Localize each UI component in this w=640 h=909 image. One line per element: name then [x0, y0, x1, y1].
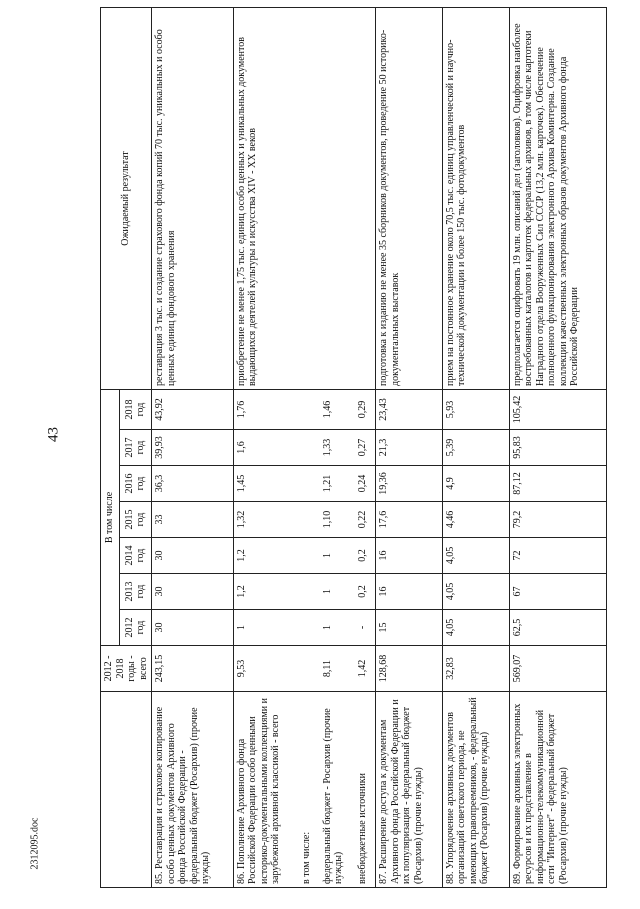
row-year-value: 17,6 [376, 502, 443, 538]
header-in-that-number: В том числе [101, 390, 120, 646]
row-year-value: 5,39 [442, 430, 509, 466]
file-name-footer: 2312095.doc [29, 817, 41, 870]
header-year: 2017 год [119, 430, 151, 466]
row-result [320, 8, 355, 390]
row-name: 87. Расширение доступа к документам Архивного фонда Российской Федерации и их популяризация - федеральный бюджет (Росархив) (прочие нужды) [376, 692, 443, 888]
row-year-value: 1,33 [320, 430, 355, 466]
row-name: 89. Формирование архивных электронных ресурсов и их представление в информационно-телекоммуникационной сети "Интернет" - федеральный бюджет (Росархив) (прочие нужды) [509, 692, 606, 888]
table-row [233, 8, 299, 888]
table-holder [100, 8, 600, 888]
row-result: подготовка к изданию не менее 35 сборников документов, проведение 50 историко-документальных выставок [376, 8, 443, 390]
header-name-cell [101, 692, 152, 888]
row-name: 86. Пополнение Архивного фонда Российской Федерации особо ценными историко-документальными коллекциями и зарубежной архивной классикой - всего [233, 692, 299, 888]
header-year: 2018 год [119, 390, 151, 430]
table-row [376, 8, 443, 888]
table-row [152, 8, 234, 888]
row-year-value: 1 [320, 538, 355, 574]
row-year-value: 36,3 [152, 466, 234, 502]
header-year: 2013 год [119, 574, 151, 610]
row-year-value: 1 [320, 574, 355, 610]
row-year-value: 1,10 [320, 502, 355, 538]
header-year: 2012 год [119, 610, 151, 646]
program-table [100, 7, 607, 888]
row-total: 1,42 [355, 646, 376, 692]
row-total: 32,83 [442, 646, 509, 692]
row-year-value: 30 [152, 538, 234, 574]
row-year-value: 0,22 [355, 502, 376, 538]
row-year-value [299, 390, 319, 430]
row-name: в том числе: [299, 692, 319, 888]
row-year-value: 0,29 [355, 390, 376, 430]
row-year-value: 0,27 [355, 430, 376, 466]
row-result: прием на постоянное хранение около 70,5 тыс. единиц управленческой и научно-технической документации и более 150 тыс. фотодокументов [442, 8, 509, 390]
row-year-value [299, 430, 319, 466]
header-expected-result: Ожидаемый результат [101, 8, 152, 390]
row-year-value: 5,93 [442, 390, 509, 430]
row-result: реставрация 3 тыс. и создание страхового фонда копий 70 тыс. уникальных и особо ценных единиц фондового хранения [152, 8, 234, 390]
row-year-value [299, 466, 319, 502]
table-row [320, 8, 355, 888]
row-year-value: 0,24 [355, 466, 376, 502]
row-year-value: 4,9 [442, 466, 509, 502]
row-year-value: 39,93 [152, 430, 234, 466]
row-year-value: 72 [509, 538, 606, 574]
row-result [299, 8, 319, 390]
table-row [299, 8, 319, 888]
row-name: 85. Реставрация и страховое копирование особо ценных документов Архивного фонда Российской Федерации - федеральный бюджет (Росархив) (прочие нужды) [152, 692, 234, 888]
row-year-value: 62,5 [509, 610, 606, 646]
row-result: предполагается оцифровать 19 млн. описаний дел (заголовков). Оцифровка наиболее востребованных каталогов и картотек федеральных архивов, в том числе картотеки Наградного отдела Вооруженных Сил СССР (13,2 млн. карточек). Обеспечение полноценного функционирования электронного Архива Коминтерна. Создание коллекции качественных электронных образов документов Архивного фонда Российской Федерации [509, 8, 606, 390]
row-year-value: 1,2 [233, 538, 299, 574]
row-result [355, 8, 376, 390]
row-year-value: 4,05 [442, 574, 509, 610]
row-year-value [299, 574, 319, 610]
row-year-value [299, 502, 319, 538]
row-year-value: 4,05 [442, 538, 509, 574]
header-year: 2014 год [119, 538, 151, 574]
header-total: 2012 - 2018 годы - всего [101, 646, 152, 692]
row-name: 88. Упорядочение архивных документов организаций советского периода, не имеющих правопреемников, - федеральный бюджет (Росархив) (прочие нужды) [442, 692, 509, 888]
row-year-value: 16 [376, 574, 443, 610]
row-total: 569,07 [509, 646, 606, 692]
row-year-value: 4,46 [442, 502, 509, 538]
header-row-1 [101, 8, 120, 888]
row-result: приобретение не менее 1,75 тыс. единиц особо ценных и уникальных документов выдающихся деятелей культуры и искусства XIV - XX веков [233, 8, 299, 390]
table-row [355, 8, 376, 888]
row-year-value [299, 538, 319, 574]
row-total: 128,68 [376, 646, 443, 692]
row-year-value: 0,2 [355, 574, 376, 610]
rotated-table-wrapper [100, 8, 600, 888]
table-row [509, 8, 606, 888]
page-number: 43 [45, 427, 62, 442]
header-year: 2015 год [119, 502, 151, 538]
row-year-value: 19,36 [376, 466, 443, 502]
row-year-value: 105,42 [509, 390, 606, 430]
row-year-value: 1,45 [233, 466, 299, 502]
header-year: 2016 год [119, 466, 151, 502]
row-total: 9,53 [233, 646, 299, 692]
row-year-value: 67 [509, 574, 606, 610]
row-year-value: 4,05 [442, 610, 509, 646]
row-year-value: 79,2 [509, 502, 606, 538]
row-year-value: 33 [152, 502, 234, 538]
row-year-value: 1,76 [233, 390, 299, 430]
row-year-value: 1,2 [233, 574, 299, 610]
row-year-value: 1,32 [233, 502, 299, 538]
row-total [299, 646, 319, 692]
row-year-value: 1,6 [233, 430, 299, 466]
row-year-value: 1 [320, 610, 355, 646]
row-year-value: 30 [152, 610, 234, 646]
row-year-value: 23,43 [376, 390, 443, 430]
row-year-value: 1,21 [320, 466, 355, 502]
row-year-value: 0,2 [355, 538, 376, 574]
row-total: 8,11 [320, 646, 355, 692]
row-name: внебюджетные источники [355, 692, 376, 888]
row-year-value: 95,83 [509, 430, 606, 466]
row-year-value: 30 [152, 574, 234, 610]
row-year-value: 21,3 [376, 430, 443, 466]
row-year-value: 43,92 [152, 390, 234, 430]
row-year-value: 1 [233, 610, 299, 646]
table-row [442, 8, 509, 888]
row-name: федеральный бюджет - Росархив (прочие нужды) [320, 692, 355, 888]
row-year-value: 16 [376, 538, 443, 574]
row-year-value: 15 [376, 610, 443, 646]
row-year-value: - [355, 610, 376, 646]
row-total: 243,15 [152, 646, 234, 692]
row-year-value: 1,46 [320, 390, 355, 430]
row-year-value [299, 610, 319, 646]
row-year-value: 87,12 [509, 466, 606, 502]
